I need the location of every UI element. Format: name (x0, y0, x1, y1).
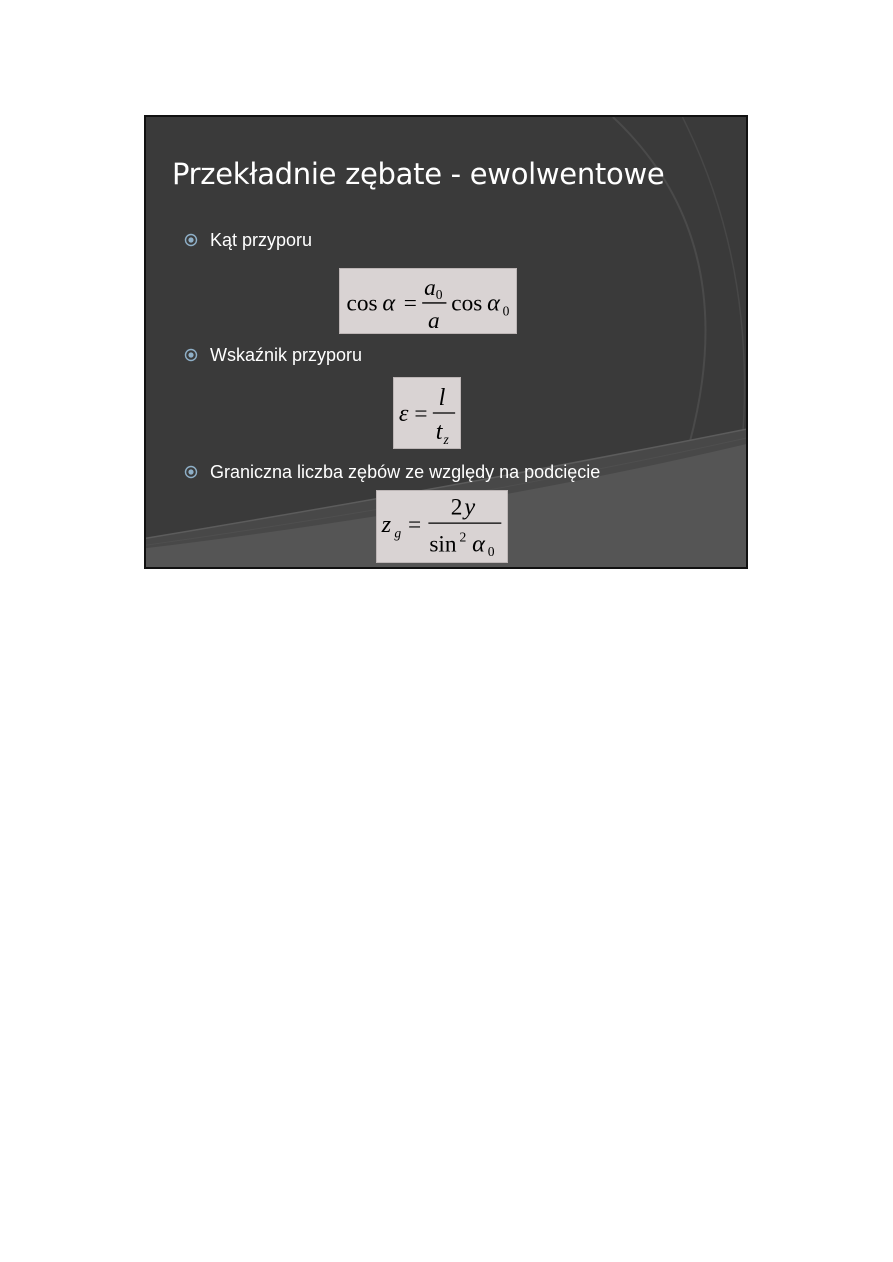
formula-rhs-sub: 0 (502, 303, 510, 319)
formula-wskaznik-przyporu (393, 377, 461, 449)
target-circle-icon (184, 233, 198, 247)
formula-numerator-sub: 0 (435, 287, 443, 303)
formula-equals: = (407, 511, 422, 538)
formula-render (340, 269, 516, 333)
formula-denominator-var: t (435, 418, 443, 446)
formula-numerator-var: l (438, 384, 446, 412)
bullet-graniczna-liczba-zebow (184, 461, 600, 483)
target-circle-icon (184, 348, 198, 362)
target-circle-icon (184, 465, 198, 479)
bullet-kat-przyporu (184, 229, 312, 251)
bullet-label: Wskaźnik przyporu (210, 344, 363, 365)
slide-title: Przekładnie zębate - ewolwentowe (172, 157, 665, 191)
formula-denominator-sub: z (443, 432, 449, 448)
formula-denominator-var: a (428, 308, 440, 333)
formula-denominator-fn: sin (429, 531, 457, 558)
formula-lhs-sub: g (394, 525, 402, 541)
formula-lhs-var: ε (398, 399, 409, 427)
formula-graniczna-liczba-zebow (376, 490, 508, 563)
formula-render (377, 491, 507, 562)
formula-lhs-fn: cos (346, 290, 378, 317)
formula-lhs-var: z (381, 510, 392, 538)
formula-render (394, 378, 460, 448)
formula-rhs-var: α (487, 289, 500, 317)
formula-denominator-sub: 0 (487, 544, 495, 560)
formula-equals: = (414, 400, 428, 427)
formula-numerator-var: a (424, 275, 436, 302)
formula-denominator-var: α (472, 530, 485, 558)
formula-kat-przyporu (339, 268, 517, 334)
formula-numerator-coef: 2 (450, 494, 463, 521)
bullet-wskaznik-przyporu (184, 344, 362, 366)
formula-equals: = (403, 290, 417, 317)
formula-rhs-fn: cos (451, 290, 483, 317)
bullet-label: Graniczna liczba zębów ze względy na podcięcie (210, 461, 601, 482)
bullet-label: Kąt przyporu (210, 229, 313, 250)
formula-numerator-var: y (464, 493, 476, 521)
formula-lhs-var: α (382, 289, 396, 317)
formula-denominator-exp: 2 (459, 529, 467, 545)
slide (144, 115, 748, 569)
